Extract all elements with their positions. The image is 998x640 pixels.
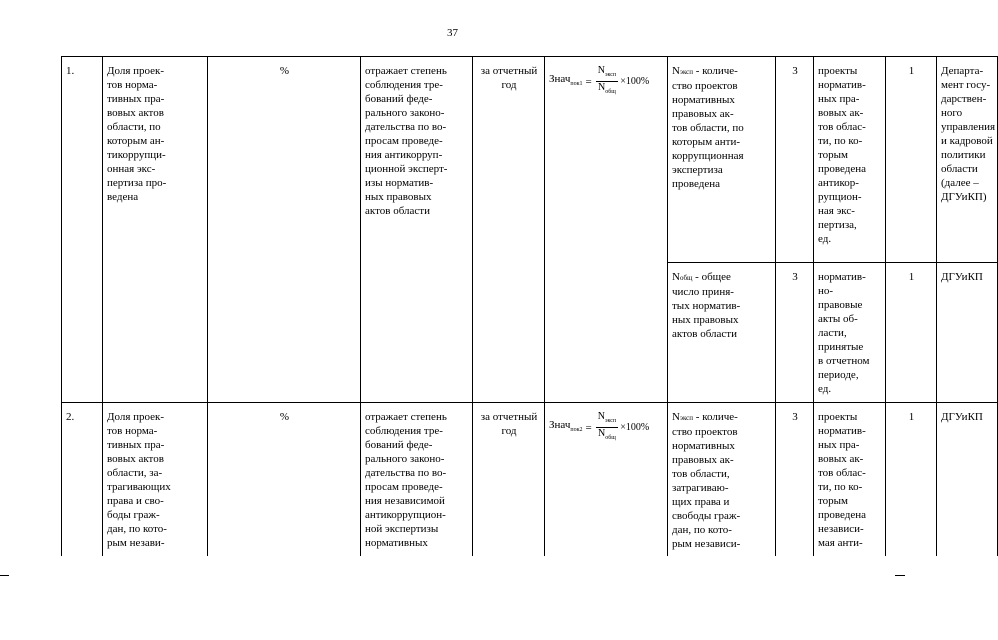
scan-edge-mark-right — [895, 575, 905, 576]
source-cell: 3 — [776, 57, 814, 263]
indicator-name: Доля проек- тов норма- тивных пра- вовых актов области, по которым ан- тикоррупци- онная экс- пертиза про- ведена — [103, 57, 208, 403]
variable-cell: Nобщ - общее число приня- тых норматив- ных правовых актов области — [668, 263, 776, 403]
table-row — [62, 403, 998, 557]
meaning-cell: отражает степень соблюдения тре- бований феде- рального законо- дательства по во- просам проведе- ния антикорруп- ционной эксперт- изы норматив- ных правовых актов области — [361, 57, 473, 403]
unit-description-cell: норматив- но- правовые акты об- ласти, принятые в отчетном периоде, ед. — [814, 263, 886, 403]
meaning-cell: отражает степень соблюдения тре- бований феде- рального законо- дательства по во- просам проведе- ния независимой антикоррупцион- ной экспертизы нормативных — [361, 403, 473, 557]
page-number: 37 — [447, 27, 458, 39]
source-cell: 3 — [776, 403, 814, 557]
unit-cell: % — [208, 57, 361, 403]
formula: Знач$_{пок2}$ = $\frac{N_{эксп}}{N_{общ}}$ ×100% — [549, 411, 650, 441]
row-number: 1. — [62, 57, 103, 403]
department-cell: Департа- мент госу- дарствен- ного управления и кадровой политики области (далее – ДГУиКП) — [937, 57, 998, 263]
department-cell: ДГУиКП — [937, 403, 998, 557]
unit-description-cell: проекты норматив- ных пра- вовых ак- тов облас- ти, по ко- торым проведена независи- мая анти- — [814, 403, 886, 557]
variable-cell: Nэксп - количе- ство проектов нормативных правовых ак- тов области, затрагиваю- щих права и свободы граж- дан, по кото- рым независи- — [668, 403, 776, 557]
variable-cell: Nэксп - количе- ство проектов нормативных правовых ак- тов области, по которым анти- коррупционная экспертиза проведена — [668, 57, 776, 263]
method-cell: 1 — [886, 263, 937, 403]
scan-edge-mark-left — [0, 575, 9, 576]
unit-description-cell: проекты норматив- ных пра- вовых ак- тов облас- ти, по ко- торым проведена антикор- рупцион- ная экс- пертиза, ед. — [814, 57, 886, 263]
formula: Знач$_{пок1}$ = $\frac{N_{эксп}}{N_{общ}}$ ×100% — [549, 65, 650, 95]
table-row — [62, 57, 998, 263]
formula-cell — [545, 57, 668, 403]
indicator-name: Доля проек- тов норма- тивных пра- вовых актов области, за- трагивающих права и сво- боды граж- дан, по кото- рым незави- — [103, 403, 208, 557]
indicators-table — [61, 56, 998, 556]
method-cell: 1 — [886, 403, 937, 557]
period-cell: за отчетный год — [473, 57, 545, 403]
formula-cell — [545, 403, 668, 557]
department-cell: ДГУиКП — [937, 263, 998, 403]
unit-cell: % — [208, 403, 361, 557]
method-cell: 1 — [886, 57, 937, 263]
source-cell: 3 — [776, 263, 814, 403]
period-cell: за отчетный год — [473, 403, 545, 557]
row-number: 2. — [62, 403, 103, 557]
